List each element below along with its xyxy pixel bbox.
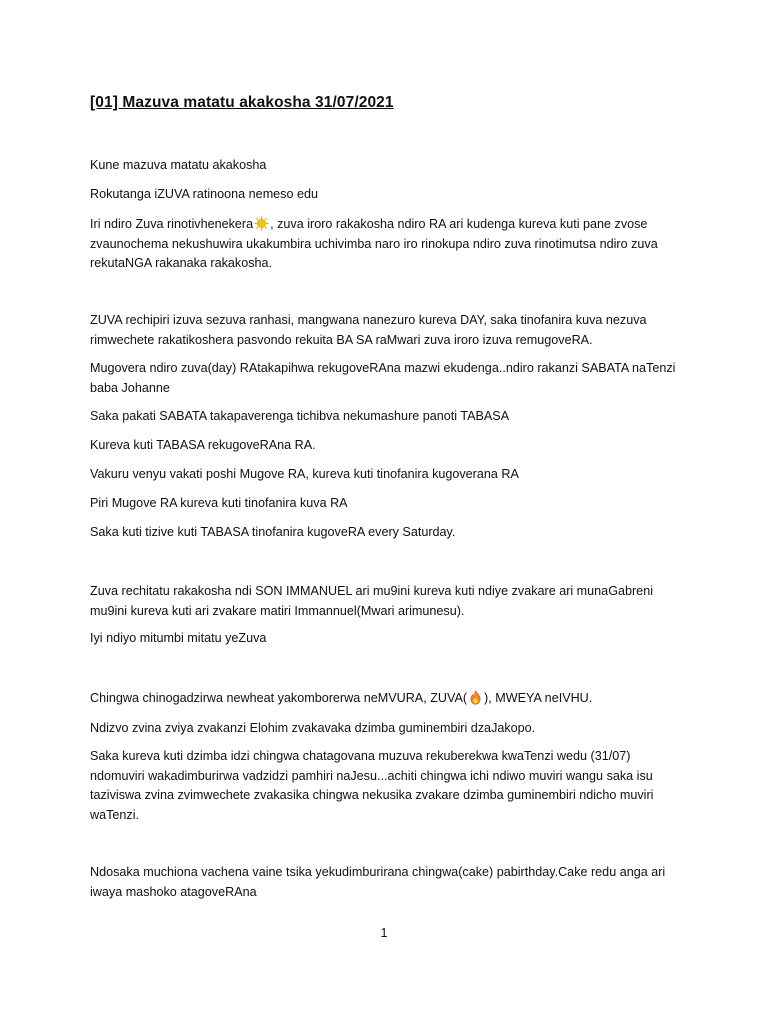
paragraph-7: Kureva kuti TABASA rekugoveRAna RA. xyxy=(90,438,316,452)
paragraph-2: Rokutanga iZUVA ratinoona nemeso edu xyxy=(90,187,318,201)
paragraph-9: Piri Mugove RA kureva kuti tinofanira kuva RA xyxy=(90,496,348,510)
fire-icon xyxy=(468,690,483,705)
paragraph-13-text-b: ), MWEYA neIVHU. xyxy=(484,691,593,705)
paragraph-14: Ndizvo zvina zviya zvakanzi Elohim zvakavaka dzimba guminembiri dzaJakopo. xyxy=(90,721,536,735)
paragraph-10: Saka kuti tizive kuti TABASA tinofanira kugoveRA every Saturday. xyxy=(90,525,456,539)
paragraph-3-text-a: Iri ndiro Zuva rinotivhenekera xyxy=(90,217,254,231)
paragraph-1: Kune mazuva matatu akakosha xyxy=(90,158,267,172)
document-title: [01] Mazuva matatu akakosha 31/07/2021 xyxy=(90,94,394,111)
sun-icon xyxy=(254,216,269,231)
paragraph-13-text-a: Chingwa chinogadzirwa newheat yakomborerwa neMVURA, ZUVA( xyxy=(90,691,468,705)
paragraph-13 xyxy=(90,689,680,709)
paragraph-15: Saka kureva kuti dzimba idzi chingwa chatagovana muzuva rekuberekwa kwaTenzi wedu (31/07) ndomuviri wakadimburirwa vadzidzi pamhiri naJesu...achiti chingwa ichi ndiwo muviri wangu saka isu taziviswa zvina zvimwechete zvakasika chingwa nekusika zvakare dzimba guminembiri ndicho muviri waTenzi. xyxy=(90,749,654,822)
paragraph-3 xyxy=(90,215,680,274)
page-number: 1 xyxy=(380,926,388,940)
paragraph-11: Zuva rechitatu rakakosha ndi SON IMMANUEL ari mu9ini kureva kuti ndiye zvakare ari munaGabreni mu9ini kureva kuti ari zvakare matiri Immannuel(Mwari arimunesu). xyxy=(90,584,653,618)
paragraph-6: Saka pakati SABATA takapaverenga tichibva nekumashure panoti TABASA xyxy=(90,409,510,423)
paragraph-8: Vakuru venyu vakati poshi Mugove RA, kureva kuti tinofanira kugoverana RA xyxy=(90,467,519,481)
paragraph-5: Mugovera ndiro zuva(day) RAtakapihwa rekugoveRAna mazwi ekudenga..ndiro rakanzi SABATA naTenzi baba Johanne xyxy=(90,361,676,395)
paragraph-12: Iyi ndiyo mitumbi mitatu yeZuva xyxy=(90,631,267,645)
paragraph-4: ZUVA rechipiri izuva sezuva ranhasi, mangwana nanezuro kureva DAY, saka tinofanira kuva nezuva rimwechete rakatikoshera pasvondo rekuita BA SA raMwari zuva iroro izuva remugoveRA. xyxy=(90,313,647,347)
paragraph-16: Ndosaka muchiona vachena vaine tsika yekudimburirana chingwa(cake) pabirthday.Cake redu anga ari iwaya mashoko atagoveRAna xyxy=(90,865,666,899)
paragraph-3-text-b: , zuva iroro rakakosha ndiro RA ari kudenga kureva kuti pane zvose zvaunochema nekushuwira ukakumbira uchivimba naro iro rinokupa ndiro zuva rinotimutsa ndiro zuva rekutaNGA rakanaka rakakosha. xyxy=(90,217,658,270)
